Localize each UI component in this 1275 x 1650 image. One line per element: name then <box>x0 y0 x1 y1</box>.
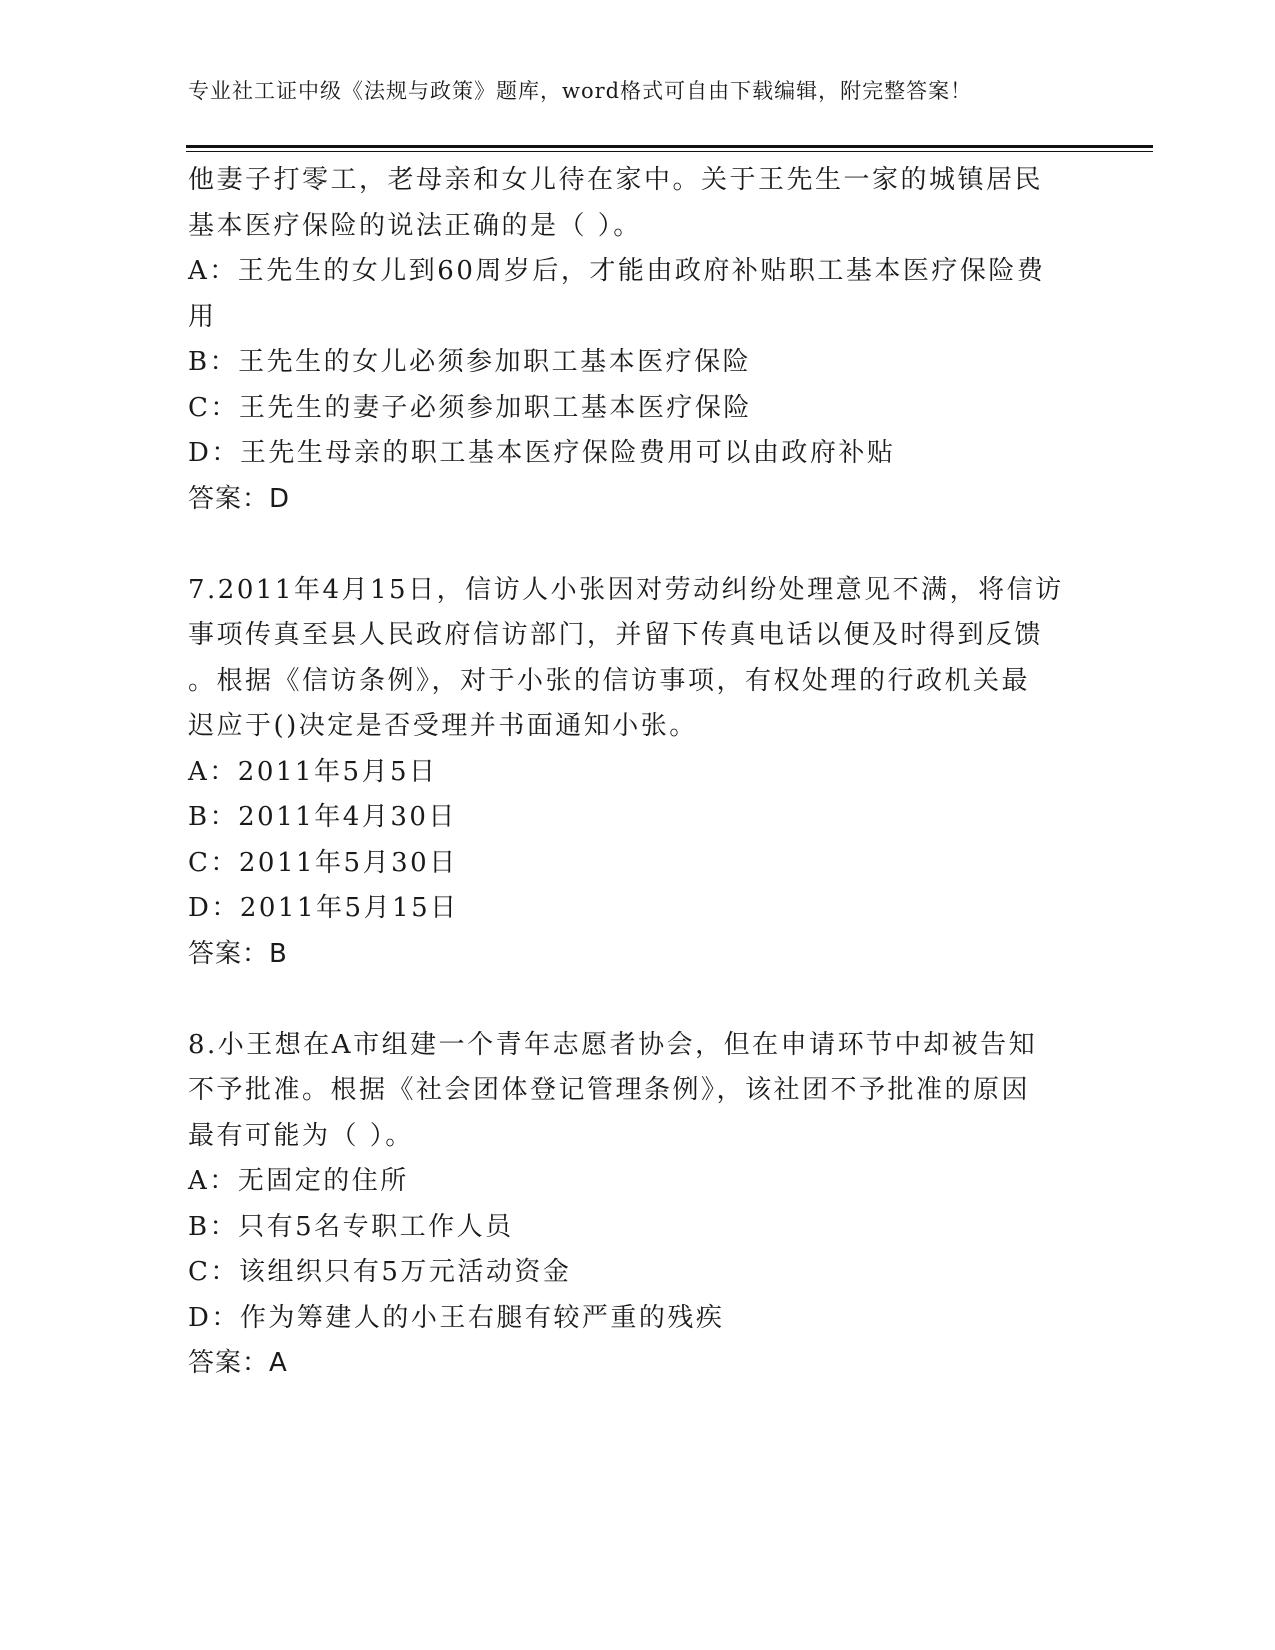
answer-label: 答案：A <box>188 1348 288 1378</box>
question-stem-line: 。根据《信访条例》，对于小张的信访事项，有权处理的行政机关最 <box>188 665 1031 696</box>
question-6 <box>188 158 1088 522</box>
page-header: 专业社工证中级《法规与政策》题库，word格式可自由下载编辑，附完整答案！ <box>188 79 973 103</box>
header-rule-thin <box>186 151 1153 152</box>
option-b: B：2011年4月30日 <box>188 802 457 832</box>
option-a-continuation: 用 <box>188 301 217 332</box>
question-stem-line: 迟应于()决定是否受理并书面通知小张。 <box>188 711 698 741</box>
option-d: D：王先生母亲的职工基本医疗保险费用可以由政府补贴 <box>188 438 896 468</box>
option-b: B：王先生的女儿必须参加职工基本医疗保险 <box>188 347 752 377</box>
option-c: C：该组织只有5万元活动资金 <box>188 1257 572 1287</box>
option-d: D：作为筹建人的小王右腿有较严重的残疾 <box>188 1302 725 1333</box>
question-8 <box>188 1023 1088 1387</box>
question-content <box>188 158 1088 1387</box>
question-stem-line: 基本医疗保险的说法正确的是（ ）。 <box>188 210 642 241</box>
option-b: B：只有5名专职工作人员 <box>188 1211 514 1242</box>
question-stem-line: 他妻子打零工，老母亲和女儿待在家中。关于王先生一家的城镇居民 <box>188 165 1044 195</box>
question-stem-line: 事项传真至县人民政府信访部门，并留下传真电话以便及时得到反馈 <box>188 620 1044 650</box>
question-stem-line: 最有可能为（ ）。 <box>188 1120 414 1151</box>
option-a: A：无固定的住所 <box>188 1166 409 1196</box>
question-spacer <box>188 977 1088 1023</box>
question-7 <box>188 568 1088 978</box>
option-a: A：王先生的女儿到60周岁后，才能由政府补贴职工基本医疗保险费 <box>188 256 1046 286</box>
option-c: C：2011年5月30日 <box>188 847 458 878</box>
option-c: C：王先生的妻子必须参加职工基本医疗保险 <box>188 392 752 423</box>
option-d: D：2011年5月15日 <box>188 893 459 923</box>
answer-label: 答案：B <box>188 938 288 969</box>
question-stem-line: 8.小王想在A市组建一个青年志愿者协会，但在申请环节中却被告知 <box>188 1029 1038 1060</box>
header-rule-thick <box>186 145 1153 148</box>
question-stem-line: 不予批准。根据《社会团体登记管理条例》，该社团不予批准的原因 <box>188 1075 1031 1105</box>
question-spacer <box>188 522 1088 568</box>
option-a: A：2011年5月5日 <box>188 756 438 787</box>
answer-label: 答案：D <box>188 483 291 514</box>
question-stem-line: 7.2011年4月15日，信访人小张因对劳动纠纷处理意见不满，将信访 <box>188 574 1064 605</box>
